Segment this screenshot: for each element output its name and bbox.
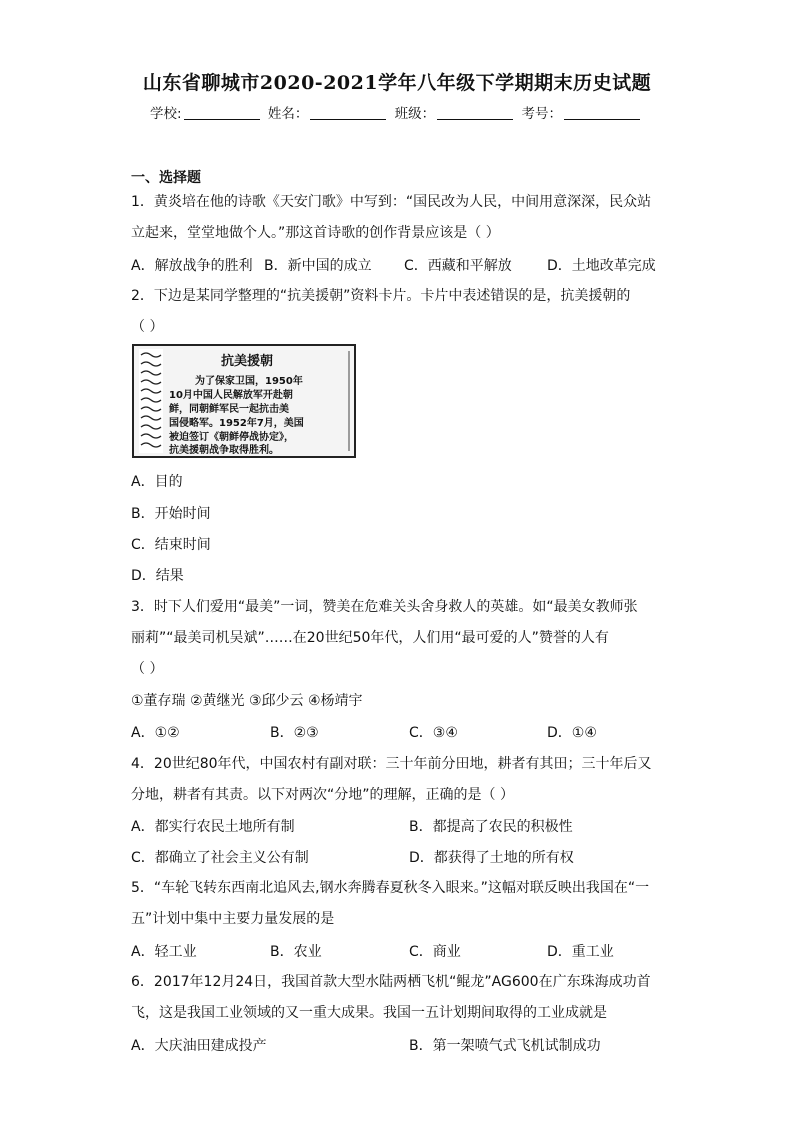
card-line-3: 鲜，同朝鲜军民一起抗击美	[169, 404, 289, 415]
q5-stem-line-2: 五”计划中集中主要力量发展的是	[131, 911, 335, 927]
q3-option-d[interactable]: D．①④	[547, 725, 597, 741]
q3-option-a[interactable]: A．①②	[131, 725, 180, 741]
page-title: 山东省聊城市2020-2021学年八年级下学期期末历史试题	[142, 72, 652, 94]
card-line-5: 被迫签订《朝鲜停战协定》，	[169, 432, 294, 443]
q2-option-a[interactable]: A．目的	[131, 474, 183, 490]
resistance-card-image	[131, 343, 357, 459]
q4-option-b[interactable]: B．都提高了农民的积极性	[409, 819, 573, 835]
q4-option-d[interactable]: D．都获得了土地的所有权	[409, 850, 574, 866]
q1-stem-line-1: 1．黄炎培在他的诗歌《天安门歌》中写到：“国民改为人民，中间用意深深，民众站	[131, 194, 652, 210]
q2-option-d[interactable]: D．结果	[131, 568, 184, 584]
q5-option-b[interactable]: B．农业	[270, 944, 322, 960]
q3-sub-items: ①董存瑞 ②黄继光 ③邱少云 ④杨靖宇	[131, 693, 363, 709]
q3-stem-line-2: 丽莉”“最美司机吴斌”……在20世纪50年代，人们用“最可爱的人”赞誉的人有	[131, 630, 609, 646]
q6-stem-line-1: 6．2017年12月24日，我国首款大型水陆两栖飞机“鲲龙”AG600在广东珠海成功首	[131, 974, 651, 990]
q2-option-c[interactable]: C．结束时间	[131, 537, 211, 553]
exam-number-label: 考号：	[521, 106, 562, 122]
q2-option-b[interactable]: B．开始时间	[131, 506, 211, 522]
q4-stem-line-2: 分地，耕者有其责。以下对两次“分地”的理解，正确的是（ ）	[131, 787, 514, 803]
q2-stem-line-2: （ ）	[131, 319, 164, 335]
card-line-4: 国侵略军。1952年7月，美国	[169, 418, 304, 429]
q6-option-b[interactable]: B．第一架喷气式飞机试制成功	[409, 1038, 601, 1054]
q5-option-d[interactable]: D．重工业	[547, 944, 614, 960]
q1-option-a[interactable]: A．解放战争的胜利	[131, 258, 253, 274]
section-title: 一、选择题	[131, 170, 201, 186]
q1-option-c[interactable]: C．西藏和平解放	[404, 258, 512, 274]
q5-option-a[interactable]: A．轻工业	[131, 944, 197, 960]
q3-option-c[interactable]: C．③④	[409, 725, 458, 741]
q4-option-a[interactable]: A．都实行农民土地所有制	[131, 819, 295, 835]
exam-number-blank[interactable]	[564, 107, 640, 120]
q4-option-c[interactable]: C．都确立了社会主义公有制	[131, 850, 309, 866]
q5-stem-line-1: 5．“车轮飞转东西南北追风去,钢水奔腾春夏秋冬入眼来。”这幅对联反映出我国在“一	[131, 880, 650, 896]
q4-stem-line-1: 4．20世纪80年代，中国农村有副对联：三十年前分田地，耕者有其田；三十年后又	[131, 756, 652, 772]
school-blank[interactable]	[184, 107, 260, 120]
q3-stem-line-1: 3．时下人们爱用“最美”一词，赞美在危难关头舍身救人的英雄。如“最美女教师张	[131, 599, 638, 615]
q6-option-a[interactable]: A．大庆油田建成投产	[131, 1038, 267, 1054]
q6-stem-line-2: 飞，这是我国工业领域的又一重大成果。我国一五计划期间取得的工业成就是	[131, 1005, 607, 1021]
q5-option-c[interactable]: C．商业	[409, 944, 461, 960]
q1-stem-line-2: 立起来，堂堂地做个人。”那这首诗歌的创作背景应该是（ ）	[131, 225, 500, 241]
q1-option-b[interactable]: B．新中国的成立	[264, 258, 372, 274]
q3-stem-line-3: （ ）	[131, 661, 164, 677]
name-blank[interactable]	[310, 107, 386, 120]
q2-stem-line-1: 2．下边是某同学整理的“抗美援朝”资料卡片。卡片中表述错误的是，抗美援朝的	[131, 288, 631, 304]
school-label: 学校:	[150, 106, 182, 122]
card-line-2: 10月中国人民解放军开赴朝	[169, 390, 293, 401]
card-title: 抗美援朝	[220, 354, 274, 369]
q1-option-d[interactable]: D．土地改革完成	[547, 258, 656, 274]
name-label: 姓名：	[267, 106, 309, 122]
card-line-6: 抗美援朝战争取得胜利。	[169, 445, 279, 456]
class-blank[interactable]	[437, 107, 513, 120]
q3-option-b[interactable]: B．②③	[270, 725, 319, 741]
card-line-1: 为了保家卫国，1950年	[195, 376, 303, 387]
class-label: 班级：	[394, 106, 436, 122]
student-info-line	[0, 102, 794, 122]
